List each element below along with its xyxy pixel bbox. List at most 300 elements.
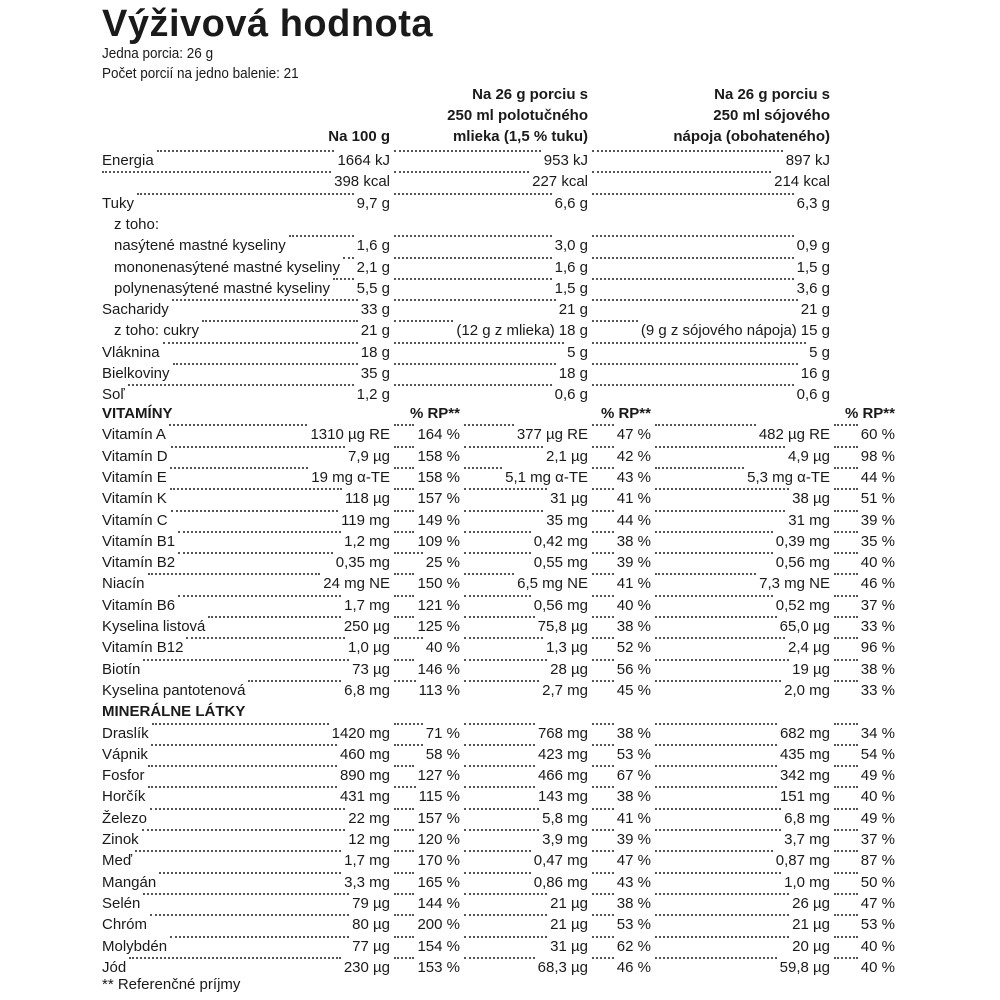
dot-leader [170,936,349,938]
header-portion-milk [447,84,588,147]
row-percent: 40 % [425,639,460,657]
dot-leader [394,278,552,280]
row-value: 1,2 mg [344,532,390,550]
row-value: 682 mg [779,724,830,742]
row-label: Kyselina listová [102,618,206,635]
dot-leader [592,257,794,259]
row-value: 31 µg [550,490,588,508]
nutrient-row [0,936,1000,957]
row-value: 0,52 mg [775,596,830,614]
dot-leader [464,808,539,810]
row-percent: 52 % [616,639,651,657]
row-value: 1,5 g [796,258,830,276]
dot-leader [834,957,858,959]
dot-leader [655,914,789,916]
dot-leader [655,957,777,959]
row-label: Vitamín A [102,426,166,444]
nutrient-row [0,829,1000,850]
dot-leader [655,446,785,448]
row-percent: 39 % [616,554,651,572]
dot-leader [834,808,858,810]
row-value: 1,6 g [356,237,390,255]
dot-leader [655,573,756,575]
row-value: 21 µg [550,894,588,912]
row-value: 80 µg [352,916,390,934]
row-percent: 37 % [860,596,895,614]
dot-leader [592,384,794,386]
dot-leader [592,808,614,810]
nutrient-row [0,680,1000,701]
header-portion-milk-line: Na 26 g porciu s [472,86,588,103]
dot-leader [592,552,614,554]
row-percent: 58 % [425,745,460,763]
dot-leader [834,573,858,575]
dot-leader [464,829,539,831]
dot-leader [655,744,777,746]
dot-leader [834,723,858,725]
dot-leader [394,765,414,767]
row-value: 1,0 mg [784,873,830,891]
dot-leader [394,872,414,874]
dot-leader [655,659,789,661]
row-label: z toho: [114,215,160,233]
row-value: 0,87 mg [775,852,830,870]
row-value: 3,0 g [554,237,588,255]
row-value: 1,2 g [356,386,390,404]
dot-leader [592,637,614,639]
header-portion-soy-line: nápoja (obohateného) [673,128,830,145]
dot-leader [394,957,414,959]
dot-leader [178,595,341,597]
nutrient-row [0,744,1000,765]
dot-leader [289,235,354,237]
row-percent: 200 % [417,916,460,934]
row-percent: 33 % [860,681,895,699]
dot-leader [834,616,858,618]
nutrient-row [0,893,1000,914]
row-value: 15 g [800,322,830,340]
dot-leader [834,424,858,426]
dot-leader [394,363,556,365]
dot-leader [592,765,614,767]
dot-leader [655,893,789,895]
nutrition-row [0,320,1000,341]
row-value: 22 mg [348,809,390,827]
dot-leader [834,765,858,767]
row-percent: 47 % [616,426,651,444]
row-value: 5 g [567,343,588,361]
row-label: Energia [102,152,154,169]
row-value: 73 µg [352,660,390,678]
dot-leader [394,150,541,152]
row-value: 26 µg [792,894,830,912]
dot-leader [148,765,337,767]
section-heading: VITAMÍNY [102,405,173,422]
row-value: 6,8 mg [784,809,830,827]
section-heading: MINERÁLNE LÁTKY [102,703,246,721]
dot-leader [655,637,785,639]
row-percent: 87 % [860,852,895,870]
dot-leader [464,744,535,746]
row-value: 18 g [360,343,390,361]
row-percent: 56 % [616,660,651,678]
dot-leader [333,278,354,280]
row-label: Mangán [102,873,157,891]
dot-leader [834,637,858,639]
row-value: 21 g [360,322,390,340]
dot-leader [150,914,349,916]
dot-leader [148,786,337,788]
dot-leader [394,595,414,597]
header-portion-soy-line: 250 ml sójového [713,107,830,124]
dot-leader [834,510,858,512]
dot-leader [592,424,614,426]
dot-leader [394,257,552,259]
nutrition-row [0,171,1000,192]
row-label: Vitamín E [102,468,167,486]
row-note: (9 g z sójového nápoja) [640,322,797,340]
row-percent: 38 % [616,788,651,806]
dot-leader [163,342,358,344]
row-value: 28 µg [550,660,588,678]
row-percent: 40 % [860,554,895,572]
row-percent: 46 % [616,958,651,976]
dot-leader [592,150,783,152]
nutrient-row [0,914,1000,935]
row-percent: 125 % [417,618,460,635]
row-value: 68,3 µg [537,958,588,976]
dot-leader [394,659,414,661]
row-value: 1664 kJ [337,152,390,169]
row-label: Sacharidy [102,301,169,319]
row-percent: 37 % [860,831,895,848]
dot-leader [128,384,354,386]
dot-leader [208,616,340,618]
dot-leader [464,424,514,426]
row-percent: 127 % [417,767,460,785]
row-value: 897 kJ [785,152,830,169]
row-value: 0,6 g [554,386,588,404]
row-percent: 41 % [616,575,651,593]
dot-leader [655,936,789,938]
dot-leader [592,573,614,575]
row-percent: 96 % [860,639,895,657]
row-percent: 41 % [616,490,651,508]
dot-leader [834,595,858,597]
row-value: 1,7 mg [344,596,390,614]
row-value: 431 mg [339,788,390,806]
dot-leader [592,616,614,618]
dot-leader [129,957,341,959]
row-label: Chróm [102,916,148,934]
row-percent: 44 % [616,511,651,529]
dot-leader [592,446,614,448]
nutrition-row [0,150,1000,171]
dot-leader [394,424,414,426]
dot-leader [394,808,414,810]
dot-leader [394,510,414,512]
servings-per-pack: Počet porcií na jedno balenie: 21 [102,65,299,82]
nutrient-row [0,723,1000,744]
dot-leader [834,680,858,682]
row-value: 38 µg [792,490,830,508]
row-value: 953 kJ [543,152,588,169]
row-percent: 113 % [418,681,460,699]
row-value: 24 mg NE [323,575,390,593]
row-value: 20 µg [792,937,830,955]
row-value: 377 µg RE [516,426,588,444]
nutrient-row [0,446,1000,467]
row-value: 0,35 mg [335,554,390,572]
dot-leader [464,467,502,469]
dot-leader [655,723,777,725]
row-value: 75,8 µg [537,618,588,635]
dot-leader [464,914,547,916]
nutrient-row [0,510,1000,531]
dot-leader [394,531,414,533]
dot-leader [592,850,614,852]
row-value: 19 µg [792,660,830,678]
row-label: Soľ [102,386,125,404]
row-value: 151 mg [779,788,830,806]
row-value: 5,1 mg α-TE [505,468,588,486]
dot-leader [394,914,414,916]
row-label: nasýtené mastné kyseliny [114,237,286,255]
row-percent: 120 % [417,831,460,848]
section-heading-row [0,403,1000,424]
row-value: 119 mg [341,511,390,529]
row-note: (12 g z mlieka) [456,322,555,340]
row-percent: 144 % [417,894,460,912]
dot-leader [464,488,547,490]
page-title: Výživová hodnota [102,3,434,45]
dot-leader [592,363,798,365]
dot-leader [464,850,531,852]
row-value: 230 µg [343,958,390,976]
dot-leader [394,680,416,682]
row-percent: 44 % [860,468,895,486]
dot-leader [394,893,414,895]
dot-leader [834,786,858,788]
dot-leader [655,786,777,788]
row-value: 3,7 mg [784,831,830,848]
dot-leader [592,723,614,725]
dot-leader [655,510,785,512]
row-percent: 34 % [860,724,895,742]
dot-leader [592,659,614,661]
dot-leader [152,723,329,725]
dot-leader [592,680,614,682]
dot-leader [834,446,858,448]
dot-leader [464,531,531,533]
row-value: 5 g [809,343,830,361]
dot-leader [655,829,781,831]
row-value: 0,56 mg [775,554,830,572]
row-percent: 40 % [860,788,895,806]
row-percent: 47 % [616,852,651,870]
row-value: 1,0 µg [347,639,390,657]
row-value: 0,42 mg [533,532,588,550]
dot-leader [394,488,414,490]
row-value: 12 mg [348,831,390,848]
row-label: Vláknina [102,343,160,361]
row-percent: 40 % [860,937,895,955]
dot-leader [592,235,794,237]
dot-leader [148,573,321,575]
row-value: 77 µg [352,937,390,955]
rp-header: % RP** [600,405,651,422]
serving-size: Jedna porcia: 26 g [102,45,214,62]
row-percent: 115 % [418,788,460,806]
dot-leader [464,637,543,639]
row-label: Železo [102,809,148,827]
row-value: 0,6 g [796,386,830,404]
row-value: 65,0 µg [779,618,830,635]
dot-leader [592,488,614,490]
row-percent: 41 % [616,809,651,827]
dot-leader [655,424,756,426]
nutrient-row [0,531,1000,552]
dot-leader [169,424,308,426]
row-label: Jód [102,958,127,976]
row-percent: 38 % [860,660,895,678]
nutrient-row [0,786,1000,807]
row-percent: 150 % [417,575,460,593]
row-label: z toho: cukry [114,322,200,340]
row-percent: 53 % [616,916,651,934]
dot-leader [394,573,414,575]
dot-leader [592,957,614,959]
dot-leader [464,680,539,682]
nutrient-row [0,765,1000,786]
row-value: 768 mg [537,724,588,742]
nutrient-row [0,595,1000,616]
row-percent: 53 % [860,916,895,934]
dot-leader [171,446,345,448]
row-label: Zinok [102,831,139,848]
dot-leader [343,257,354,259]
row-value: 5,3 mg α-TE [747,468,830,486]
dot-leader [592,171,771,173]
row-label: Draslík [102,724,149,742]
dot-leader [655,616,777,618]
header-per-100g-line: Na 100 g [328,128,390,145]
row-value: 3,6 g [796,279,830,297]
row-value: 35 g [360,365,390,382]
row-percent: 49 % [860,767,895,785]
row-label: Vápnik [102,745,148,763]
dot-leader [592,595,614,597]
dot-leader [464,786,535,788]
row-value: 435 mg [779,745,830,763]
row-value: 0,56 mg [533,596,588,614]
row-value: 21 µg [792,916,830,934]
row-label: Biotín [102,660,141,678]
row-value: 890 mg [339,767,390,785]
dot-leader [135,850,341,852]
row-value: 0,55 mg [533,554,588,572]
row-percent: 38 % [616,894,651,912]
row-value: 0,86 mg [533,873,588,891]
row-value: 118 µg [344,490,390,508]
row-value: 21 µg [550,916,588,934]
row-percent: 40 % [616,596,651,614]
row-value: 1,3 µg [545,639,588,657]
nutrition-row [0,299,1000,320]
row-percent: 47 % [860,894,895,912]
row-percent: 40 % [860,958,895,976]
dot-leader [394,320,453,322]
row-value: 35 mg [546,511,588,529]
dot-leader [592,872,614,874]
row-label: Selén [102,894,141,912]
dot-leader [834,872,858,874]
row-percent: 38 % [616,532,651,550]
row-percent: 157 % [417,809,460,827]
row-percent: 45 % [616,681,651,699]
nutrition-row [0,257,1000,278]
dot-leader [178,552,333,554]
dot-leader [394,723,423,725]
dot-leader [464,765,535,767]
nutrient-row [0,467,1000,488]
dot-leader [655,552,773,554]
row-value: 227 kcal [532,173,588,191]
dot-leader [834,936,858,938]
section-heading-row [0,701,1000,722]
dot-leader [834,914,858,916]
dot-leader [394,193,552,195]
dot-leader [173,363,358,365]
row-percent: 158 % [417,468,460,486]
row-value: 6,8 mg [344,681,390,699]
row-percent: 67 % [616,767,651,785]
dot-leader [394,299,556,301]
row-value: 2,7 mg [542,681,588,699]
nutrition-row [0,235,1000,256]
row-label: Vitamín D [102,447,168,465]
dot-leader [655,467,744,469]
header-portion-soy-line: Na 26 g porciu s [714,86,830,103]
dot-leader [394,616,414,618]
header-per-100g [328,126,390,147]
header-portion-milk-line: 250 ml polotučného [447,107,588,124]
nutrition-row [0,193,1000,214]
row-percent: 38 % [616,724,651,742]
dot-leader [592,299,798,301]
dot-leader [464,893,547,895]
dot-leader [464,446,543,448]
dot-leader [592,786,614,788]
nutrient-row [0,659,1000,680]
row-percent: 170 % [417,852,460,870]
row-value: 214 kcal [774,173,830,191]
row-percent: 50 % [860,873,895,891]
row-label: Vitamín K [102,490,167,508]
row-percent: 53 % [616,745,651,763]
row-percent: 60 % [860,426,895,444]
row-value: 1,7 mg [344,852,390,870]
row-value: 0,39 mg [775,532,830,550]
row-value: 0,47 mg [533,852,588,870]
row-value: 1,5 g [554,279,588,297]
row-label: Vitamín B2 [102,554,176,572]
dot-leader [394,850,414,852]
row-value: 1310 µg RE [310,426,390,444]
dot-leader [143,893,349,895]
dot-leader [159,872,341,874]
row-percent: 46 % [860,575,895,593]
